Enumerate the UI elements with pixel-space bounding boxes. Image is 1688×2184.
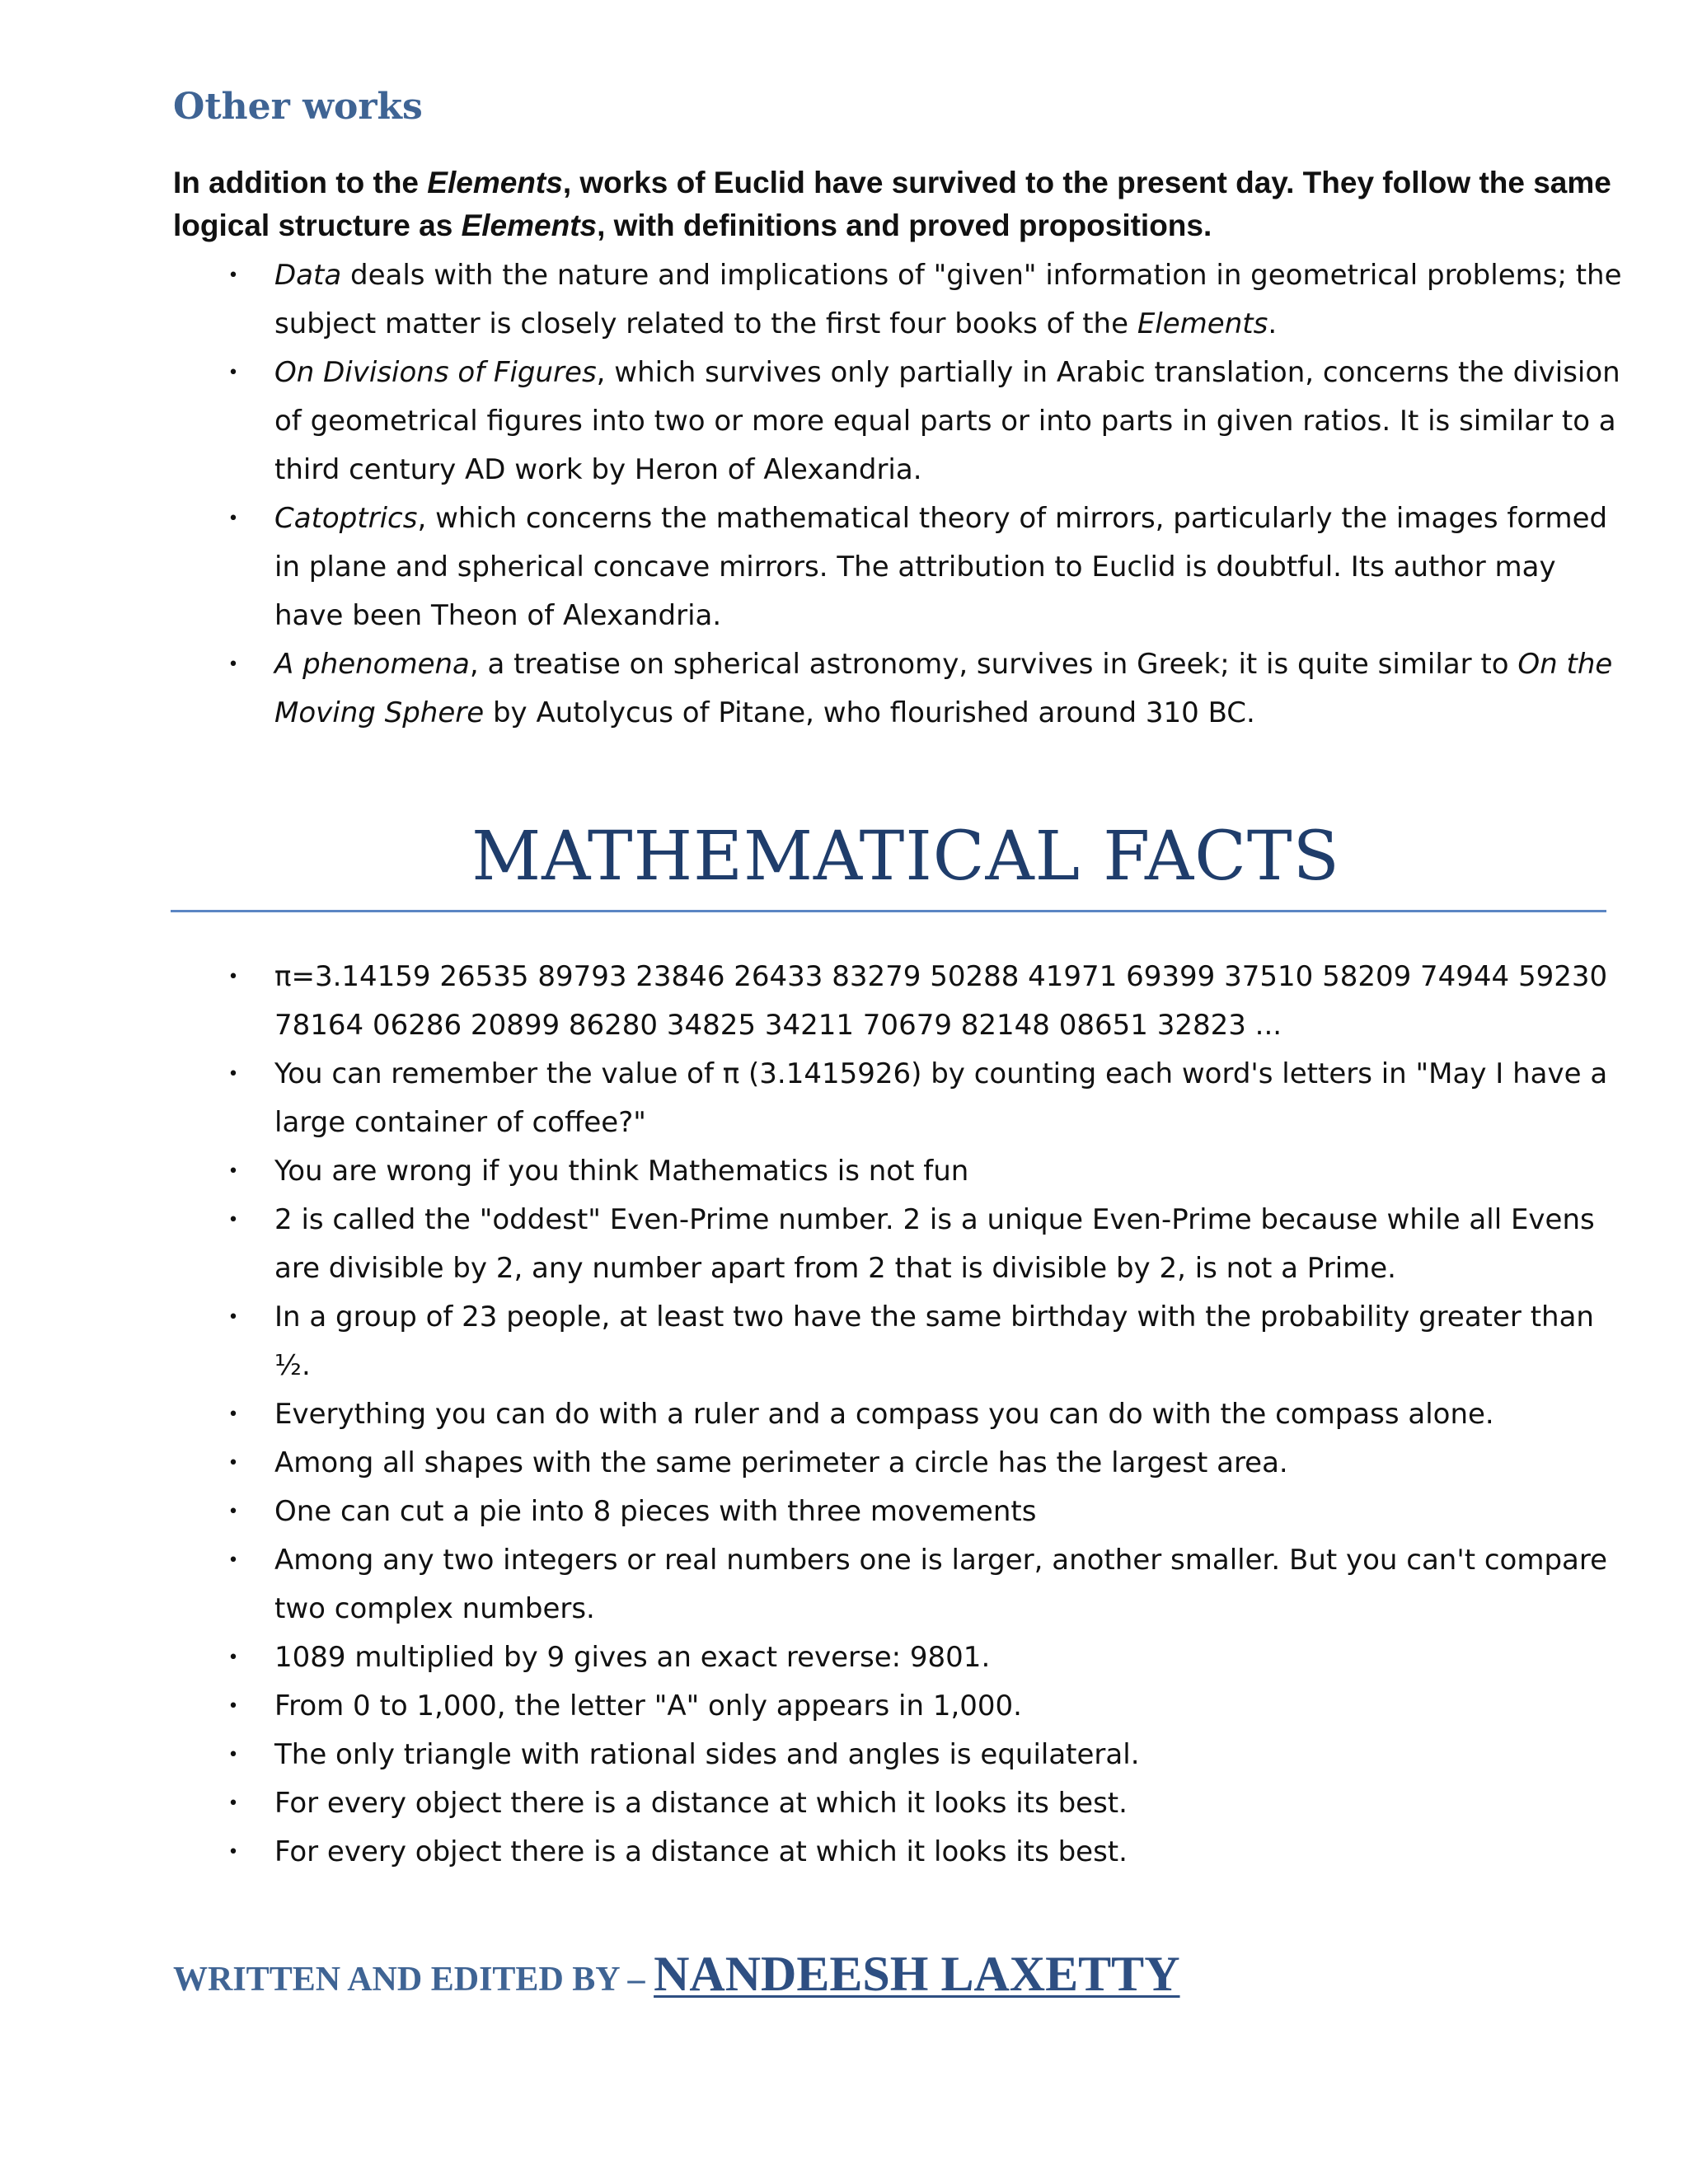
intro-paragraph — [173, 162, 1624, 247]
work-description: , which survives only partially in Arabic translation, concerns the division of geometrical figures into two or more equal parts or into parts in given ratios. It is similar to a third century AD work by Heron of Alexandria. — [274, 356, 1620, 486]
intro-text: , works of Euclid have survived to the present day. They follow the same logical structure as — [173, 166, 1611, 242]
fact-item — [173, 1731, 1624, 1779]
author-name: NANDEESH LAXETTY — [654, 1947, 1180, 2001]
fact-text: For every object there is a distance at which it looks its best. — [274, 1835, 1128, 1868]
intro-text: In addition to the — [173, 166, 428, 199]
bullet-icon: • — [227, 265, 239, 286]
works-list-item — [173, 640, 1624, 738]
fact-text: For every object there is a distance at which it looks its best. — [274, 1787, 1128, 1820]
fact-item — [173, 1779, 1624, 1828]
fact-item — [173, 1682, 1624, 1731]
fact-item — [173, 1828, 1624, 1877]
intro-emphasis: Elements — [461, 209, 598, 242]
bullet-icon: • — [227, 1404, 239, 1425]
bullet-icon: • — [227, 1696, 239, 1717]
bullet-icon: • — [227, 509, 239, 529]
fact-item — [173, 1147, 1624, 1196]
fact-item — [173, 1488, 1624, 1536]
work-reference: Elements — [1137, 307, 1268, 340]
fact-item — [173, 1390, 1624, 1439]
fact-item — [173, 1439, 1624, 1488]
fact-text: Among all shapes with the same perimeter a circle has the largest area. — [274, 1446, 1288, 1479]
works-list-item — [173, 494, 1624, 640]
fact-text: One can cut a pie into 8 pieces with three movements — [274, 1495, 1037, 1528]
bullet-icon: • — [227, 1064, 239, 1085]
fact-text: 1089 multiplied by 9 gives an exact reverse: 9801. — [274, 1641, 991, 1674]
work-title: On Divisions of Figures — [274, 356, 597, 389]
bullet-icon: • — [227, 1647, 239, 1668]
work-title: A phenomena — [274, 648, 470, 681]
fact-text: Among any two integers or real numbers one is larger, another smaller. But you can't compare two complex numbers. — [274, 1544, 1608, 1625]
fact-item — [173, 1536, 1624, 1633]
fact-text: From 0 to 1,000, the letter "A" only appears in 1,000. — [274, 1690, 1022, 1722]
bullet-icon: • — [227, 363, 239, 383]
fact-text: π=3.14159 26535 89793 23846 26433 83279 50288 41971 69399 37510 58209 74944 59230 78164 06286 20899 86280 34825 34211 70679 82148 08651 32823 ... — [274, 960, 1608, 1042]
bullet-icon: • — [227, 1307, 239, 1328]
work-description-tail: by Autolycus of Pitane, who flourished around 310 BC. — [484, 696, 1255, 729]
fact-text: 2 is called the "oddest" Even-Prime number. 2 is a unique Even-Prime because while all Evens are divisible by 2, any number apart from 2 that is divisible by 2, is not a Prime. — [274, 1203, 1595, 1285]
bullet-icon: • — [227, 967, 239, 987]
work-title: Data — [274, 259, 342, 292]
bullet-icon: • — [227, 1550, 239, 1571]
fact-item — [173, 953, 1624, 1050]
intro-emphasis: Elements — [427, 166, 563, 199]
works-list-item — [173, 349, 1624, 494]
bullet-icon: • — [227, 1453, 239, 1474]
bullet-icon: • — [227, 1161, 239, 1182]
bullet-icon: • — [227, 1842, 239, 1863]
bullet-icon: • — [227, 1745, 239, 1765]
work-description: deals with the nature and implications of "given" information in geometrical problems; the subject matter is closely related to the first four books of the — [274, 259, 1622, 340]
fact-text: You can remember the value of π (3.1415926) by counting each word's letters in "May I have a large container of coffee?" — [274, 1057, 1608, 1139]
bullet-icon: • — [227, 1210, 239, 1230]
work-description-tail: . — [1268, 307, 1278, 340]
works-list-item — [173, 251, 1624, 349]
fact-item — [173, 1293, 1624, 1390]
fact-text: You are wrong if you think Mathematics is not fun — [274, 1155, 969, 1188]
fact-text: The only triangle with rational sides and angles is equilateral. — [274, 1738, 1140, 1771]
section-heading: Other works — [173, 86, 423, 128]
bullet-icon: • — [227, 1793, 239, 1814]
fact-item — [173, 1050, 1624, 1147]
facts-list — [173, 953, 1624, 1877]
fact-item — [173, 1633, 1624, 1682]
title-underline-rule — [171, 910, 1606, 912]
bullet-icon: • — [227, 1502, 239, 1522]
fact-text: Everything you can do with a ruler and a compass you can do with the compass alone. — [274, 1398, 1494, 1431]
byline — [173, 1945, 1180, 2008]
works-list — [173, 251, 1624, 738]
work-reference: On the Moving Sphere — [274, 648, 1613, 729]
fact-item — [173, 1196, 1624, 1293]
bullet-icon: • — [227, 654, 239, 675]
byline-label: WRITTEN AND EDITED BY – — [173, 1961, 654, 1999]
intro-text: , with definitions and proved propositions. — [597, 209, 1212, 242]
work-description: , a treatise on spherical astronomy, survives in Greek; it is quite similar to — [469, 648, 1518, 681]
work-title: Catoptrics — [274, 502, 418, 535]
fact-text: In a group of 23 people, at least two have the same birthday with the probability greater than ½. — [274, 1301, 1594, 1382]
main-title: MATHEMATICAL FACTS — [471, 818, 1340, 896]
work-description: , which concerns the mathematical theory of mirrors, particularly the images formed in plane and spherical concave mirrors. The attribution to Euclid is doubtful. Its author may have been Theon of Alexandria. — [274, 502, 1608, 632]
